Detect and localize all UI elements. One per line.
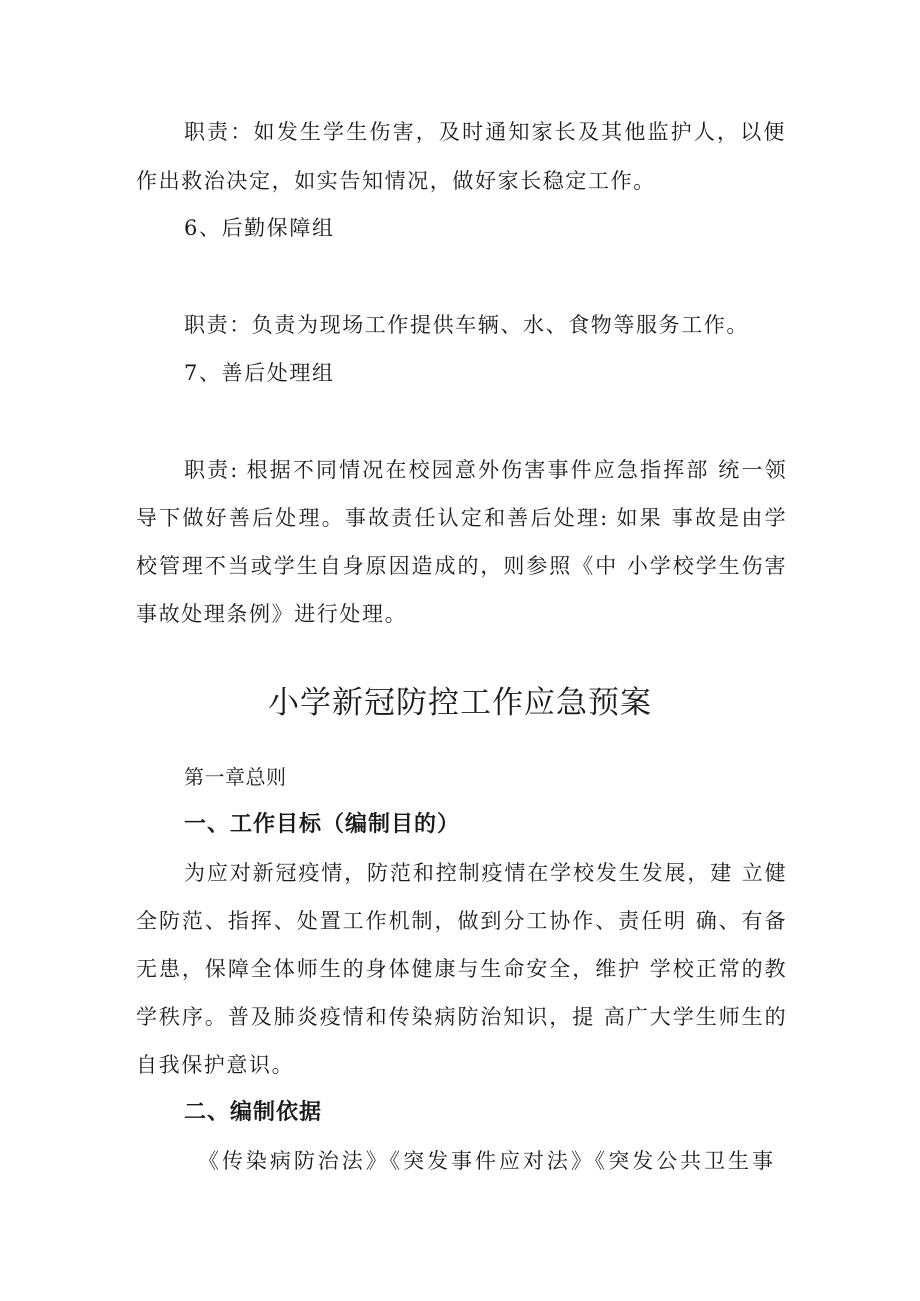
section1-line-4: 学秩序。普及肺炎疫情和传染病防治知识，提 高广大学生师生的 [136, 1005, 786, 1029]
section1-line-1: 为应对新冠疫情，防范和控制疫情在学校发生发展，建 立健 [184, 861, 786, 885]
section1-line-5: 自我保护意识。 [136, 1053, 295, 1077]
duty-notify-line-1: 职责：如发生学生伤害，及时通知家长及其他监护人，以便 [184, 120, 786, 144]
group7-duty-line-3: 校管理不当或学生自身原因造成的，则参照《中 小学校学生伤害 [136, 554, 786, 578]
group6-title: 6、后勤保障组 [184, 216, 335, 240]
section1-heading: 一、工作目标（编制目的） [184, 812, 461, 837]
section1-line-3: 无患，保障全体师生的身体健康与生命安全，维护 学校正常的教 [136, 957, 786, 981]
duty-notify-line-2: 作出救治决定，如实告知情况，做好家长稳定工作。 [136, 169, 656, 193]
group7-duty-line-4: 事故处理条例》进行处理。 [136, 602, 408, 626]
section2-line-1: 《传染病防治法》《突发事件应对法》《突发公共卫生事 [198, 1149, 774, 1173]
section2-heading: 二、编制依据 [184, 1100, 323, 1125]
group7-title: 7、善后处理组 [184, 361, 335, 385]
group7-duty-line-1: 职责: 根据不同情况在校园意外伤害事件应急指挥部 统一领 [184, 458, 786, 482]
group6-duty: 职责：负责为现场工作提供车辆、水、食物等服务工作。 [184, 313, 749, 337]
chapter-heading: 第一章总则 [184, 765, 287, 789]
plan-title: 小学新冠防控工作应急预案 [268, 685, 652, 721]
group7-duty-line-2: 导下做好善后处理。事故责任认定和善后处理: 如果 事故是由学 [136, 506, 786, 530]
section1-line-2: 全防范、指挥、处置工作机制，做到分工协作、责任明 确、有备 [136, 909, 786, 933]
